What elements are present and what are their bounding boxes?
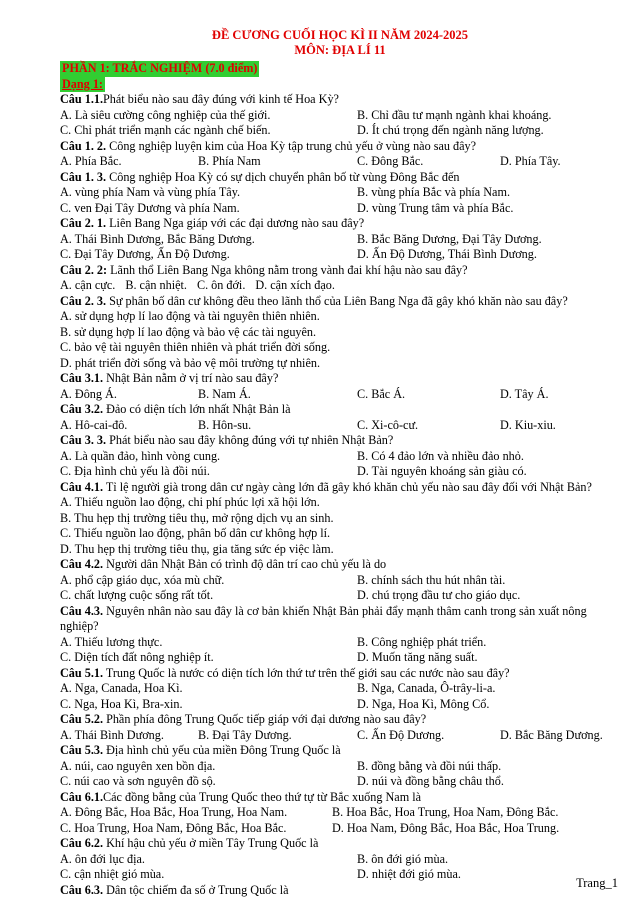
answer-option: D. Ít chú trọng đến ngành năng lượng. xyxy=(357,123,544,137)
answer-option: C. Ấn Độ Dương. xyxy=(357,727,445,742)
answer-option: B. sử dụng hợp lí lao động và bảo vệ các tài nguyên. xyxy=(60,324,317,339)
option-row xyxy=(60,387,620,403)
answer-option: C. Thiếu nguồn lao động, phân bố dân cư không hợp lí. xyxy=(60,526,331,540)
answer-option: B. Bắc Băng Dương, Đại Tây Dương. xyxy=(357,231,542,246)
answer-option: D. Tây Á. xyxy=(500,386,549,401)
answer-option: A. Là siêu cường công nghiệp của thế giới. xyxy=(60,107,271,122)
answer-option: D. cận xích đạo. xyxy=(255,278,335,292)
question-text: Đảo có diện tích lớn nhất Nhật Bản là xyxy=(103,402,291,416)
answer-option: D. nhiệt đới gió mùa. xyxy=(357,867,461,881)
question-text: Người dân Nhật Bản có trình độ dân trí cao chủ yếu là do xyxy=(103,557,387,571)
answer-option: B. Đại Tây Dương. xyxy=(198,727,292,742)
option-row xyxy=(60,867,620,883)
answer-option: A. sử dụng hợp lí lao động và tài nguyên thiên nhiên. xyxy=(60,309,320,323)
question-text: Các đồng bằng của Trung Quốc theo thứ tự từ Bắc xuống Nam là xyxy=(103,789,422,804)
answer-option: C. Chỉ phát triển mạnh các ngành chế biến. xyxy=(60,123,271,137)
answer-option: D. Muốn tăng năng suất. xyxy=(357,650,478,664)
question-number: Câu 3.2. xyxy=(60,402,104,416)
question-number: Câu 2. 3. xyxy=(60,293,107,308)
question-text: Dân tộc chiếm đa số ở Trung Quốc là xyxy=(103,882,289,897)
question-text: Nguyên nhân nào sau đây là cơ bản khiến Nhật Bản phải đẩy mạnh thâm canh trong sản xuất nông nghiệp? xyxy=(60,603,587,633)
question-stem xyxy=(60,666,620,682)
answer-option: B. vùng phía Bắc và phía Nam. xyxy=(357,185,510,199)
answer-option: A. Thiếu nguồn lao động, chi phí phúc lợi xã hội lớn. xyxy=(60,495,320,509)
answer-option: C. Nga, Hoa Kì, Bra-xin. xyxy=(60,696,183,711)
question-text: Nhật Bản nằm ở vị trí nào sau đây? xyxy=(103,371,279,385)
question-text: Công nghiệp Hoa Kỳ có sự dịch chuyển phân bố từ vùng Đông Bắc đến xyxy=(106,169,460,184)
answer-option: B. cận nhiệt. xyxy=(125,278,187,292)
option-row xyxy=(60,185,620,201)
option-row xyxy=(60,418,620,434)
question-stem xyxy=(60,883,620,899)
option-row xyxy=(60,759,620,775)
answer-option: A. Thái Bình Dương, Bắc Băng Dương. xyxy=(60,231,255,246)
question-number: Câu 2. 2: xyxy=(60,262,108,277)
option-row xyxy=(60,774,620,790)
question-number: Câu 5.3. xyxy=(60,743,104,757)
question-stem xyxy=(60,170,620,186)
question-stem xyxy=(60,712,620,728)
answer-option: D. Ấn Độ Dương, Thái Bình Dương. xyxy=(357,247,537,261)
question-stem xyxy=(60,480,620,496)
question-stem xyxy=(60,371,620,387)
answer-option: B. ôn đới gió mùa. xyxy=(357,851,449,866)
question-text: Phần phía đông Trung Quốc tiếp giáp với đại dương nào sau đây? xyxy=(103,712,427,726)
question-number: Câu 1. 3. xyxy=(60,169,107,184)
answer-option: D. Phía Tây. xyxy=(500,154,561,168)
answer-option: B. Hôn-su. xyxy=(198,417,252,432)
document-title: ĐỀ CƯƠNG CUỐI HỌC KÌ II NĂM 2024-2025 xyxy=(211,28,469,42)
option-row xyxy=(60,449,620,465)
answer-option: A. cận cực. xyxy=(60,278,116,292)
question-number: Câu 4.3. xyxy=(60,603,104,618)
question-stem xyxy=(60,294,620,310)
option-row xyxy=(60,635,620,651)
question-text: Công nghiệp luyện kim của Hoa Kỳ tập trung chủ yếu ở vùng nào sau đây? xyxy=(106,138,477,153)
answer-option: C. Diện tích đất nông nghiệp ít. xyxy=(60,650,214,664)
question-list xyxy=(60,92,620,898)
question-stem xyxy=(60,139,620,155)
answer-option: D. Bắc Băng Dương. xyxy=(500,727,603,742)
question-text: Sự phân bố dân cư không đều theo lãnh thổ của Liên Bang Nga đã gây khó khăn nào sau đây? xyxy=(106,293,568,308)
option-row xyxy=(60,201,620,217)
answer-option: C. Địa hình chủ yếu là đồi núi. xyxy=(60,464,210,478)
answer-option: C. núi cao và sơn nguyên đồ sộ. xyxy=(60,774,216,788)
answer-option: C. Đại Tây Dương, Ấn Độ Dương. xyxy=(60,247,230,261)
option-row xyxy=(60,681,620,697)
answer-option: B. chính sách thu hút nhân tài. xyxy=(357,572,506,587)
answer-option: D. núi và đồng bằng châu thổ. xyxy=(357,774,504,788)
question-text: Lãnh thổ Liên Bang Nga không nằm trong vành đai khí hậu nào sau đây? xyxy=(107,262,468,277)
question-number: Câu 6.1. xyxy=(60,789,104,804)
question-stem xyxy=(60,216,620,232)
question-stem xyxy=(60,743,620,759)
question-number: Câu 6.3. xyxy=(60,882,104,897)
type-heading: Dạng 1: xyxy=(62,76,103,91)
option-row xyxy=(60,232,620,248)
answer-option: B. Hoa Bắc, Hoa Trung, Hoa Nam, Đông Bắc. xyxy=(332,805,559,819)
option-row xyxy=(60,821,620,837)
question-stem xyxy=(60,402,620,418)
option-row xyxy=(60,123,620,139)
answer-option: D. Thu hẹp thị trường tiêu thụ, gia tăng sức ép việc làm. xyxy=(60,541,334,556)
question-number: Câu 4.2. xyxy=(60,557,104,571)
option-row xyxy=(60,108,620,124)
answer-option: A. Là quần đảo, hình vòng cung. xyxy=(60,448,221,463)
answer-option: B. Công nghiệp phát triển. xyxy=(357,634,487,649)
question-stem xyxy=(60,604,620,635)
answer-option: D. Kiu-xiu. xyxy=(500,417,556,432)
question-number: Câu 2. 1. xyxy=(60,216,107,230)
question-text: Phát biểu nào sau đây đúng với kinh tế Hoa Kỳ? xyxy=(103,92,339,106)
answer-option: A. Thiếu lương thực. xyxy=(60,634,163,649)
question-number: Câu 1.1. xyxy=(60,92,104,106)
question-text: Khí hậu chủ yếu ở miền Tây Trung Quốc là xyxy=(103,836,319,850)
answer-option: D. Hoa Nam, Đông Bắc, Hoa Bắc, Hoa Trung. xyxy=(332,820,560,835)
answer-option: A. Thái Bình Dương. xyxy=(60,727,164,742)
question-text: Trung Quốc là nước có diện tích lớn thứ tư trên thế giới sau các nước nào sau đây? xyxy=(103,665,510,680)
document-page xyxy=(60,28,620,898)
answer-option: C. cận nhiệt gió mùa. xyxy=(60,867,165,881)
answer-option: B. Nga, Canada, Ô-trây-li-a. xyxy=(357,681,496,695)
answer-option: C. Đông Bắc. xyxy=(357,154,424,168)
answer-option: D. vùng Trung tâm và phía Bắc. xyxy=(357,200,514,215)
answer-option: C. bảo vệ tài nguyên thiên nhiên và phát triển đời sống. xyxy=(60,340,331,354)
answer-option: A. Hô-cai-đô. xyxy=(60,417,128,432)
question-number: Câu 5.1. xyxy=(60,665,104,680)
answer-option: C. ven Đại Tây Dương và phía Nam. xyxy=(60,200,240,215)
question-text: Tỉ lệ người già trong dân cư ngày càng lớn đã gây khó khăn chủ yếu nào sau đây đối với Nhật Bản? xyxy=(103,479,592,494)
subject-title: MÔN: ĐỊA LÍ 11 xyxy=(294,43,386,57)
answer-option: A. ôn đới lục địa. xyxy=(60,851,145,866)
answer-option: C. Bắc Á. xyxy=(357,386,406,401)
question-number: Câu 4.1. xyxy=(60,479,104,494)
question-stem xyxy=(60,433,620,449)
question-stem xyxy=(60,557,620,573)
option-row xyxy=(60,464,620,480)
question-number: Câu 5.2. xyxy=(60,712,104,726)
section-heading: PHẦN 1: TRẮC NGHIỆM (7.0 điểm) xyxy=(62,61,258,75)
answer-option: A. Phía Bắc. xyxy=(60,154,122,168)
option-row xyxy=(60,728,620,744)
page-number: Trang_1 xyxy=(576,876,618,890)
answer-option: C. Hoa Trung, Hoa Nam, Đông Bắc, Hoa Bắc. xyxy=(60,820,287,835)
answer-option: A. Đông Á. xyxy=(60,386,117,401)
question-number: Câu 6.2. xyxy=(60,836,104,850)
answer-option: C. Xi-cô-cư. xyxy=(357,417,419,432)
option-row xyxy=(60,154,620,170)
question-text: Liên Bang Nga giáp với các đại dương nào sau đây? xyxy=(106,216,365,230)
question-stem xyxy=(60,92,620,108)
answer-option: B. Phía Nam xyxy=(198,154,261,168)
answer-option: C. chất lượng cuộc sống rất tốt. xyxy=(60,588,214,602)
option-row xyxy=(60,573,620,589)
question-stem xyxy=(60,836,620,852)
answer-option: A. núi, cao nguyên xen bồn địa. xyxy=(60,758,216,773)
option-row xyxy=(60,650,620,666)
question-number: Câu 3.1. xyxy=(60,371,104,385)
answer-option: D. Nga, Hoa Kì, Mông Cổ. xyxy=(357,696,490,711)
option-row xyxy=(60,697,620,713)
answer-option: B. đồng bằng và đồi núi thấp. xyxy=(357,758,502,773)
answer-option: D. chú trọng đầu tư cho giáo dục. xyxy=(357,588,521,602)
answer-option: B. Chỉ đầu tư mạnh ngành khai khoáng. xyxy=(357,107,552,122)
answer-option: A. phổ cập giáo dục, xóa mù chữ. xyxy=(60,572,225,587)
question-text: Địa hình chủ yếu của miền Đông Trung Quốc là xyxy=(103,743,341,757)
answer-option: D. Tài nguyên khoáng sản giàu có. xyxy=(357,464,527,478)
option-row xyxy=(60,805,620,821)
answer-option: A. Đông Bắc, Hoa Bắc, Hoa Trung, Hoa Nam. xyxy=(60,805,288,819)
answer-option: D. phát triển đời sống và bảo vệ môi trường tự nhiên. xyxy=(60,355,320,370)
question-number: Câu 3. 3. xyxy=(60,433,107,447)
answer-option: C. ôn đới. xyxy=(196,278,246,292)
answer-option: A. Nga, Canada, Hoa Kì. xyxy=(60,681,183,695)
question-number: Câu 1. 2. xyxy=(60,138,107,153)
option-row xyxy=(60,588,620,604)
answer-option: B. Nam Á. xyxy=(198,386,251,401)
option-row xyxy=(60,247,620,263)
option-row xyxy=(60,278,620,294)
answer-option: B. Thu hẹp thị trường tiêu thụ, mở rộng dịch vụ an sinh. xyxy=(60,510,334,525)
option-row xyxy=(60,852,620,868)
answer-option: B. Có 4 đảo lớn và nhiều đảo nhỏ. xyxy=(357,448,524,463)
question-stem xyxy=(60,790,620,806)
question-text: Phát biểu nào sau đây không đúng với tự nhiên Nhật Bản? xyxy=(106,433,394,447)
answer-option: A. vùng phía Nam và vùng phía Tây. xyxy=(60,185,241,199)
question-stem xyxy=(60,263,620,279)
